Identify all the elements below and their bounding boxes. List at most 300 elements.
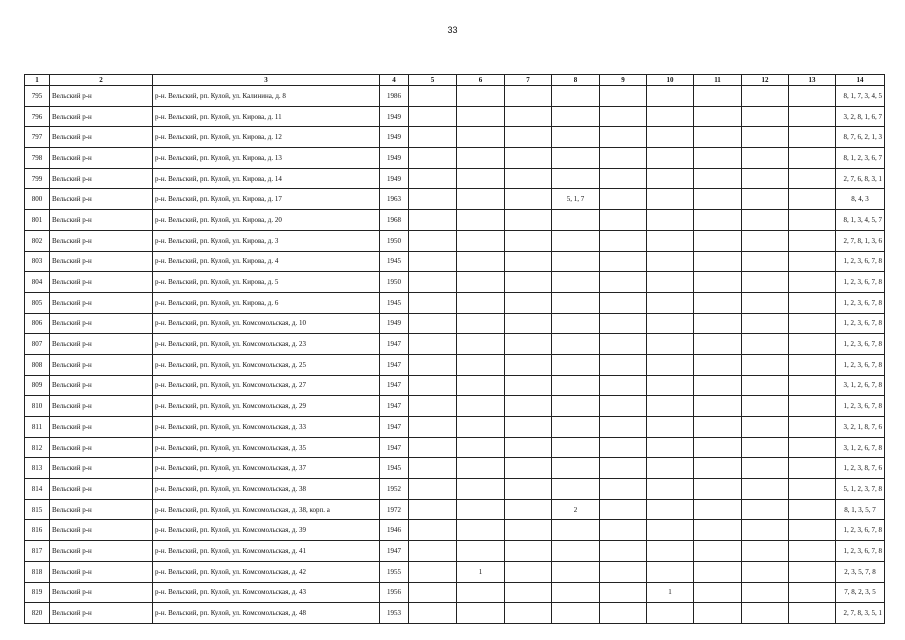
col6-cell <box>457 251 505 272</box>
col11-cell <box>694 251 742 272</box>
col9-cell <box>600 479 647 500</box>
year-cell: 1949 <box>380 106 409 127</box>
col9-cell <box>600 148 647 169</box>
col9-cell <box>600 272 647 293</box>
col13-cell <box>789 582 836 603</box>
col7-cell <box>505 561 552 582</box>
col8-cell <box>552 106 600 127</box>
year-cell: 1949 <box>380 313 409 334</box>
table-row <box>25 230 885 251</box>
col6-cell <box>457 292 505 313</box>
col8-cell <box>552 396 600 417</box>
col9-cell <box>600 541 647 562</box>
year-cell: 1949 <box>380 127 409 148</box>
col11-cell <box>694 106 742 127</box>
col13-cell <box>789 375 836 396</box>
col7-cell <box>505 86 552 107</box>
col5-cell <box>409 313 457 334</box>
table-row <box>25 541 885 562</box>
col11-cell <box>694 479 742 500</box>
col5-cell <box>409 561 457 582</box>
year-cell: 1947 <box>380 375 409 396</box>
col13-cell <box>789 541 836 562</box>
col9-cell <box>600 230 647 251</box>
col9-cell <box>600 251 647 272</box>
col11-cell <box>694 334 742 355</box>
row-number-cell: 818 <box>25 561 50 582</box>
address-cell: р-н. Вельский, рп. Кулой, ул. Кирова, д. 20 <box>153 210 380 231</box>
district-cell: Вельский р-н <box>50 251 153 272</box>
address-cell: р-н. Вельский, рп. Кулой, ул. Комсомольская, д. 25 <box>153 354 380 375</box>
col5-cell <box>409 520 457 541</box>
col7-cell <box>505 520 552 541</box>
col6-cell <box>457 334 505 355</box>
col6-cell <box>457 230 505 251</box>
col12-cell <box>742 437 789 458</box>
address-cell: р-н. Вельский, рп. Кулой, ул. Комсомольская, д. 10 <box>153 313 380 334</box>
col11-cell <box>694 417 742 438</box>
district-cell: Вельский р-н <box>50 561 153 582</box>
col10-cell <box>647 106 694 127</box>
col7-cell <box>505 292 552 313</box>
col8-cell <box>552 603 600 624</box>
district-cell: Вельский р-н <box>50 437 153 458</box>
row-number-cell: 815 <box>25 499 50 520</box>
col8-cell <box>552 520 600 541</box>
col6-cell <box>457 499 505 520</box>
district-cell: Вельский р-н <box>50 272 153 293</box>
table-row <box>25 417 885 438</box>
col10-cell <box>647 210 694 231</box>
col8-cell <box>552 313 600 334</box>
col6-cell <box>457 354 505 375</box>
col5-cell <box>409 148 457 169</box>
col10-cell <box>647 313 694 334</box>
col7-cell <box>505 375 552 396</box>
housing-registry-table <box>24 74 885 624</box>
address-cell: р-н. Вельский, рп. Кулой, ул. Кирова, д. 6 <box>153 292 380 313</box>
col13-cell <box>789 313 836 334</box>
year-cell: 1945 <box>380 458 409 479</box>
col9-cell <box>600 499 647 520</box>
col9-cell <box>600 127 647 148</box>
address-cell: р-н. Вельский, рп. Кулой, ул. Кирова, д. 17 <box>153 189 380 210</box>
col8-cell <box>552 479 600 500</box>
col10-cell <box>647 417 694 438</box>
col9-cell <box>600 396 647 417</box>
col7-cell <box>505 458 552 479</box>
col5-cell <box>409 251 457 272</box>
year-cell: 1972 <box>380 499 409 520</box>
col13-cell <box>789 210 836 231</box>
col6-cell <box>457 168 505 189</box>
year-cell: 1947 <box>380 354 409 375</box>
table-row <box>25 251 885 272</box>
col7-cell <box>505 603 552 624</box>
col5-cell <box>409 375 457 396</box>
col10-cell <box>647 168 694 189</box>
col11-cell <box>694 561 742 582</box>
year-cell: 1947 <box>380 541 409 562</box>
row-number-cell: 798 <box>25 148 50 169</box>
table-header-row <box>25 75 885 86</box>
row-number-cell: 817 <box>25 541 50 562</box>
col10-cell <box>647 479 694 500</box>
year-cell: 1949 <box>380 168 409 189</box>
col11-cell <box>694 127 742 148</box>
col14-cell: 8, 1, 2, 3, 6, 7 <box>836 148 885 169</box>
col13-cell <box>789 272 836 293</box>
col7-cell <box>505 127 552 148</box>
col8-cell <box>552 417 600 438</box>
col13-cell <box>789 127 836 148</box>
col11-cell <box>694 189 742 210</box>
col14-cell: 1, 2, 3, 6, 7, 8 <box>836 313 885 334</box>
address-cell: р-н. Вельский, рп. Кулой, ул. Кирова, д. 5 <box>153 272 380 293</box>
col14-cell: 3, 1, 2, 6, 7, 8 <box>836 375 885 396</box>
col12-cell <box>742 106 789 127</box>
district-cell: Вельский р-н <box>50 396 153 417</box>
col5-cell <box>409 272 457 293</box>
col5-cell <box>409 541 457 562</box>
col9-cell <box>600 313 647 334</box>
col10-cell <box>647 272 694 293</box>
col6-cell: 1 <box>457 561 505 582</box>
col11-cell <box>694 396 742 417</box>
col8-cell <box>552 230 600 251</box>
col8-cell <box>552 86 600 107</box>
col9-cell <box>600 86 647 107</box>
row-number-cell: 803 <box>25 251 50 272</box>
row-number-cell: 809 <box>25 375 50 396</box>
col11-cell <box>694 148 742 169</box>
col12-cell <box>742 210 789 231</box>
district-cell: Вельский р-н <box>50 189 153 210</box>
col7-cell <box>505 541 552 562</box>
col8-cell <box>552 168 600 189</box>
col12-cell <box>742 313 789 334</box>
col9-cell <box>600 437 647 458</box>
col11-cell <box>694 354 742 375</box>
table-row <box>25 313 885 334</box>
col8-cell <box>552 127 600 148</box>
year-cell: 1953 <box>380 603 409 624</box>
col10-cell <box>647 292 694 313</box>
col14-cell: 2, 7, 6, 8, 3, 1 <box>836 168 885 189</box>
table-row <box>25 582 885 603</box>
address-cell: р-н. Вельский, рп. Кулой, ул. Комсомольская, д. 41 <box>153 541 380 562</box>
district-cell: Вельский р-н <box>50 168 153 189</box>
col11-cell <box>694 375 742 396</box>
col10-cell <box>647 334 694 355</box>
col10-cell <box>647 189 694 210</box>
col13-cell <box>789 230 836 251</box>
col14-cell: 8, 1, 3, 5, 7 <box>836 499 885 520</box>
col14-cell: 1, 2, 3, 6, 7, 8 <box>836 334 885 355</box>
col13-cell <box>789 458 836 479</box>
col7-cell <box>505 189 552 210</box>
col9-cell <box>600 582 647 603</box>
col12-cell <box>742 127 789 148</box>
col12-cell <box>742 189 789 210</box>
district-cell: Вельский р-н <box>50 499 153 520</box>
col8-cell <box>552 292 600 313</box>
col5-cell <box>409 210 457 231</box>
col5-cell <box>409 106 457 127</box>
col13-cell <box>789 417 836 438</box>
col6-cell <box>457 520 505 541</box>
year-cell: 1947 <box>380 396 409 417</box>
col12-cell <box>742 354 789 375</box>
col13-cell <box>789 396 836 417</box>
column-header-3: 3 <box>153 75 380 86</box>
col11-cell <box>694 230 742 251</box>
col13-cell <box>789 86 836 107</box>
address-cell: р-н. Вельский, рп. Кулой, ул. Кирова, д. 4 <box>153 251 380 272</box>
address-cell: р-н. Вельский, рп. Кулой, ул. Кирова, д. 3 <box>153 230 380 251</box>
table-row <box>25 210 885 231</box>
table-row <box>25 86 885 107</box>
col11-cell <box>694 86 742 107</box>
col8-cell <box>552 458 600 479</box>
col5-cell <box>409 86 457 107</box>
table-row <box>25 499 885 520</box>
col14-cell: 7, 8, 2, 3, 5 <box>836 582 885 603</box>
col13-cell <box>789 561 836 582</box>
col10-cell <box>647 251 694 272</box>
col5-cell <box>409 603 457 624</box>
col14-cell: 1, 2, 3, 6, 7, 8 <box>836 251 885 272</box>
table-row <box>25 458 885 479</box>
district-cell: Вельский р-н <box>50 148 153 169</box>
col11-cell <box>694 499 742 520</box>
col14-cell: 8, 4, 3 <box>836 189 885 210</box>
table-row <box>25 272 885 293</box>
col10-cell: 1 <box>647 582 694 603</box>
col6-cell <box>457 417 505 438</box>
col9-cell <box>600 458 647 479</box>
col6-cell <box>457 437 505 458</box>
col7-cell <box>505 582 552 603</box>
col7-cell <box>505 334 552 355</box>
district-cell: Вельский р-н <box>50 354 153 375</box>
district-cell: Вельский р-н <box>50 582 153 603</box>
col8-cell <box>552 272 600 293</box>
col12-cell <box>742 520 789 541</box>
col9-cell <box>600 417 647 438</box>
col7-cell <box>505 313 552 334</box>
address-cell: р-н. Вельский, рп. Кулой, ул. Комсомольская, д. 35 <box>153 437 380 458</box>
col6-cell <box>457 127 505 148</box>
district-cell: Вельский р-н <box>50 313 153 334</box>
col14-cell: 8, 1, 7, 3, 4, 5 <box>836 86 885 107</box>
col5-cell <box>409 458 457 479</box>
col7-cell <box>505 230 552 251</box>
district-cell: Вельский р-н <box>50 127 153 148</box>
address-cell: р-н. Вельский, рп. Кулой, ул. Кирова, д. 14 <box>153 168 380 189</box>
col6-cell <box>457 210 505 231</box>
address-cell: р-н. Вельский, рп. Кулой, ул. Комсомольская, д. 43 <box>153 582 380 603</box>
col14-cell: 3, 1, 2, 6, 7, 8 <box>836 437 885 458</box>
col12-cell <box>742 417 789 438</box>
col11-cell <box>694 541 742 562</box>
year-cell: 1947 <box>380 417 409 438</box>
col12-cell <box>742 375 789 396</box>
col7-cell <box>505 251 552 272</box>
col6-cell <box>457 582 505 603</box>
col6-cell <box>457 313 505 334</box>
col6-cell <box>457 86 505 107</box>
col11-cell <box>694 582 742 603</box>
row-number-cell: 799 <box>25 168 50 189</box>
col9-cell <box>600 210 647 231</box>
col5-cell <box>409 396 457 417</box>
col13-cell <box>789 189 836 210</box>
district-cell: Вельский р-н <box>50 230 153 251</box>
year-cell: 1952 <box>380 479 409 500</box>
table-row <box>25 127 885 148</box>
col9-cell <box>600 354 647 375</box>
col6-cell <box>457 603 505 624</box>
column-header-8: 8 <box>552 75 600 86</box>
table-row <box>25 437 885 458</box>
col13-cell <box>789 437 836 458</box>
col11-cell <box>694 520 742 541</box>
address-cell: р-н. Вельский, рп. Кулой, ул. Комсомольская, д. 39 <box>153 520 380 541</box>
row-number-cell: 814 <box>25 479 50 500</box>
col5-cell <box>409 437 457 458</box>
col8-cell: 2 <box>552 499 600 520</box>
col10-cell <box>647 520 694 541</box>
col8-cell <box>552 354 600 375</box>
year-cell: 1950 <box>380 230 409 251</box>
table-row <box>25 106 885 127</box>
row-number-cell: 812 <box>25 437 50 458</box>
col6-cell <box>457 375 505 396</box>
col7-cell <box>505 168 552 189</box>
district-cell: Вельский р-н <box>50 210 153 231</box>
row-number-cell: 796 <box>25 106 50 127</box>
col14-cell: 2, 7, 8, 3, 5, 1 <box>836 603 885 624</box>
col6-cell <box>457 541 505 562</box>
col9-cell <box>600 189 647 210</box>
address-cell: р-н. Вельский, рп. Кулой, ул. Комсомольская, д. 48 <box>153 603 380 624</box>
row-number-cell: 800 <box>25 189 50 210</box>
district-cell: Вельский р-н <box>50 417 153 438</box>
col9-cell <box>600 603 647 624</box>
column-header-11: 11 <box>694 75 742 86</box>
table-row <box>25 603 885 624</box>
col10-cell <box>647 375 694 396</box>
col11-cell <box>694 292 742 313</box>
year-cell: 1955 <box>380 561 409 582</box>
col6-cell <box>457 106 505 127</box>
row-number-cell: 807 <box>25 334 50 355</box>
col9-cell <box>600 561 647 582</box>
row-number-cell: 813 <box>25 458 50 479</box>
col12-cell <box>742 334 789 355</box>
col8-cell <box>552 561 600 582</box>
column-header-6: 6 <box>457 75 505 86</box>
row-number-cell: 808 <box>25 354 50 375</box>
col14-cell: 8, 1, 3, 4, 5, 7 <box>836 210 885 231</box>
col7-cell <box>505 479 552 500</box>
year-cell: 1963 <box>380 189 409 210</box>
column-header-5: 5 <box>409 75 457 86</box>
col7-cell <box>505 210 552 231</box>
col12-cell <box>742 458 789 479</box>
address-cell: р-н. Вельский, рп. Кулой, ул. Комсомольская, д. 42 <box>153 561 380 582</box>
col11-cell <box>694 603 742 624</box>
row-number-cell: 811 <box>25 417 50 438</box>
col14-cell: 1, 2, 3, 6, 7, 8 <box>836 520 885 541</box>
column-header-12: 12 <box>742 75 789 86</box>
col12-cell <box>742 603 789 624</box>
col9-cell <box>600 520 647 541</box>
col8-cell <box>552 334 600 355</box>
col5-cell <box>409 499 457 520</box>
col13-cell <box>789 292 836 313</box>
col7-cell <box>505 354 552 375</box>
col14-cell: 3, 2, 8, 1, 6, 7 <box>836 106 885 127</box>
col12-cell <box>742 148 789 169</box>
address-cell: р-н. Вельский, рп. Кулой, ул. Кирова, д. 11 <box>153 106 380 127</box>
col11-cell <box>694 168 742 189</box>
table-row <box>25 561 885 582</box>
col12-cell <box>742 230 789 251</box>
col6-cell <box>457 272 505 293</box>
year-cell: 1945 <box>380 292 409 313</box>
column-header-14: 14 <box>836 75 885 86</box>
col9-cell <box>600 375 647 396</box>
address-cell: р-н. Вельский, рп. Кулой, ул. Комсомольская, д. 38 <box>153 479 380 500</box>
col10-cell <box>647 230 694 251</box>
col8-cell <box>552 148 600 169</box>
col13-cell <box>789 251 836 272</box>
col5-cell <box>409 230 457 251</box>
col11-cell <box>694 437 742 458</box>
year-cell: 1947 <box>380 437 409 458</box>
col13-cell <box>789 148 836 169</box>
col10-cell <box>647 86 694 107</box>
column-header-4: 4 <box>380 75 409 86</box>
col14-cell: 3, 2, 1, 8, 7, 6 <box>836 417 885 438</box>
row-number-cell: 820 <box>25 603 50 624</box>
col7-cell <box>505 272 552 293</box>
col12-cell <box>742 499 789 520</box>
col13-cell <box>789 106 836 127</box>
table-row <box>25 396 885 417</box>
table-row <box>25 520 885 541</box>
column-header-13: 13 <box>789 75 836 86</box>
col6-cell <box>457 148 505 169</box>
col6-cell <box>457 189 505 210</box>
page-number: 33 <box>447 25 458 35</box>
address-cell: р-н. Вельский, рп. Кулой, ул. Комсомольская, д. 27 <box>153 375 380 396</box>
row-number-cell: 797 <box>25 127 50 148</box>
col5-cell <box>409 582 457 603</box>
col10-cell <box>647 437 694 458</box>
district-cell: Вельский р-н <box>50 106 153 127</box>
col13-cell <box>789 479 836 500</box>
address-cell: р-н. Вельский, рп. Кулой, ул. Комсомольская, д. 33 <box>153 417 380 438</box>
row-number-cell: 802 <box>25 230 50 251</box>
row-number-cell: 816 <box>25 520 50 541</box>
col12-cell <box>742 168 789 189</box>
col12-cell <box>742 582 789 603</box>
col13-cell <box>789 499 836 520</box>
col13-cell <box>789 354 836 375</box>
